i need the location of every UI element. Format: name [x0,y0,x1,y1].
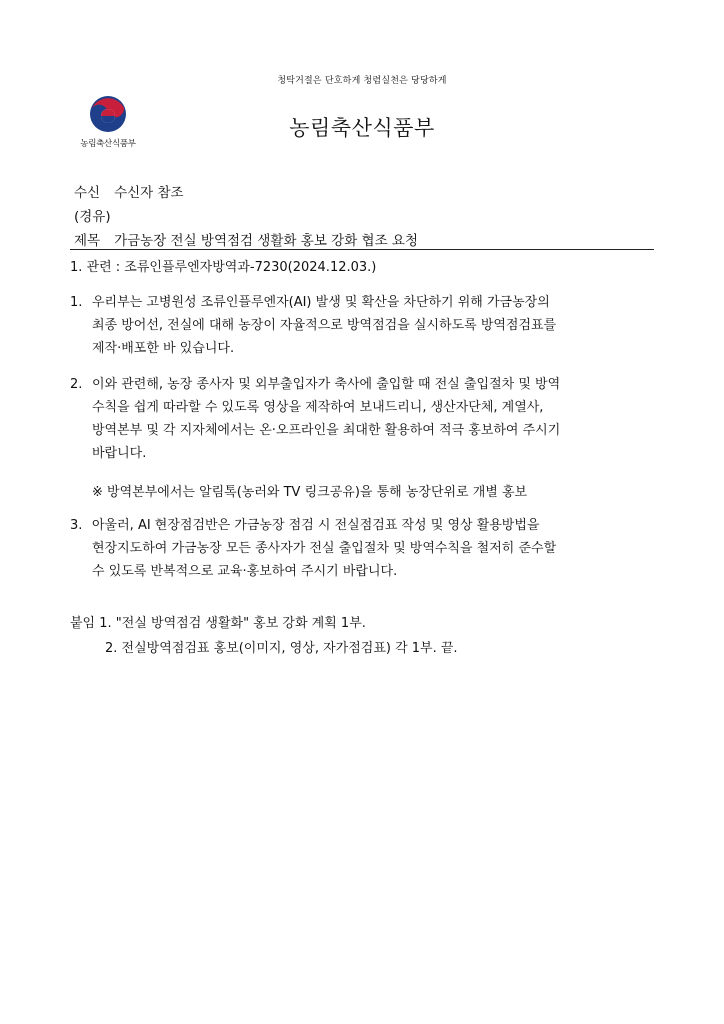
paragraph-line: 바랍니다. [92,446,147,461]
paragraph-line: 방역본부 및 각 지자체에서는 온·오프라인을 최대한 활용하여 적극 홍보하여 주시기 [92,423,561,438]
subject-row [74,229,418,249]
ministry-title: 농림축산식품부 [289,116,435,140]
attachment-item-1: 1. "전실 방역점검 생활화" 홍보 강화 계획 1부. [99,616,366,631]
note-line: ※ 방역본부에서는 알림톡(농러와 TV 링크공유)을 통해 농장단위로 개별 홍보 [92,485,528,500]
paragraph-3 [70,514,660,583]
paragraph-line: 이와 관련해, 농장 종사자 및 외부출입자가 축사에 출입할 때 전실 출입절차 및 방역 [92,377,561,392]
recipient-label: 수신 [74,185,101,201]
paragraph-number: 3. [70,518,83,533]
recipient-value: 수신자 참조 [114,185,184,201]
recipient-row [74,181,184,201]
paragraph-line: 현장지도하여 가금농장 모든 종사자가 전실 출입절차 및 방역수칙을 철저히 준수할 [92,541,557,556]
paragraph-line: 수 있도록 반복적으로 교육·홍보하여 주시기 바랍니다. [92,564,398,579]
paragraph-line: 수칙을 쉽게 따라할 수 있도록 영상을 제작하여 보내드리니, 생산자단체, 계열사, [92,400,544,415]
paragraph-number: 2. [70,377,83,392]
paragraph-line: 우리부는 고병원성 조류인플루엔자(AI) 발생 및 확산을 차단하기 위해 가금농장의 [92,295,550,310]
paragraph-2 [70,373,660,465]
motto: 청탁거절은 단호하게 청렴실천은 당당하게 [277,76,447,86]
header-divider [70,249,654,250]
attachment-row-1 [70,612,366,631]
attachment-label: 붙임 [70,616,96,631]
logo-text: 농림축산식품부 [80,139,136,149]
attachment-item-2: 2. 전실방역점검표 홍보(이미지, 영상, 자가점검표) 각 1부. 끝. [105,641,458,656]
subject-label: 제목 [74,233,101,249]
paragraph-1 [70,291,660,360]
paragraph-number: 1. [70,295,83,310]
subject-value: 가금농장 전실 방역점검 생활화 홍보 강화 협조 요청 [114,233,418,249]
paragraph-line: 제작·배포한 바 있습니다. [92,341,235,356]
via-row: (경유) [74,209,111,225]
reference-line: 1. 관련 : 조류인플루엔자방역과-7230(2024.12.03.) [70,260,377,275]
paragraph-line: 아울러, AI 현장점검반은 가금농장 점검 시 전실점검표 작성 및 영상 활용방법을 [92,518,540,533]
paragraph-line: 최종 방어선, 전실에 대해 농장이 자율적으로 방역점검을 실시하도록 방역점검표를 [92,318,557,333]
